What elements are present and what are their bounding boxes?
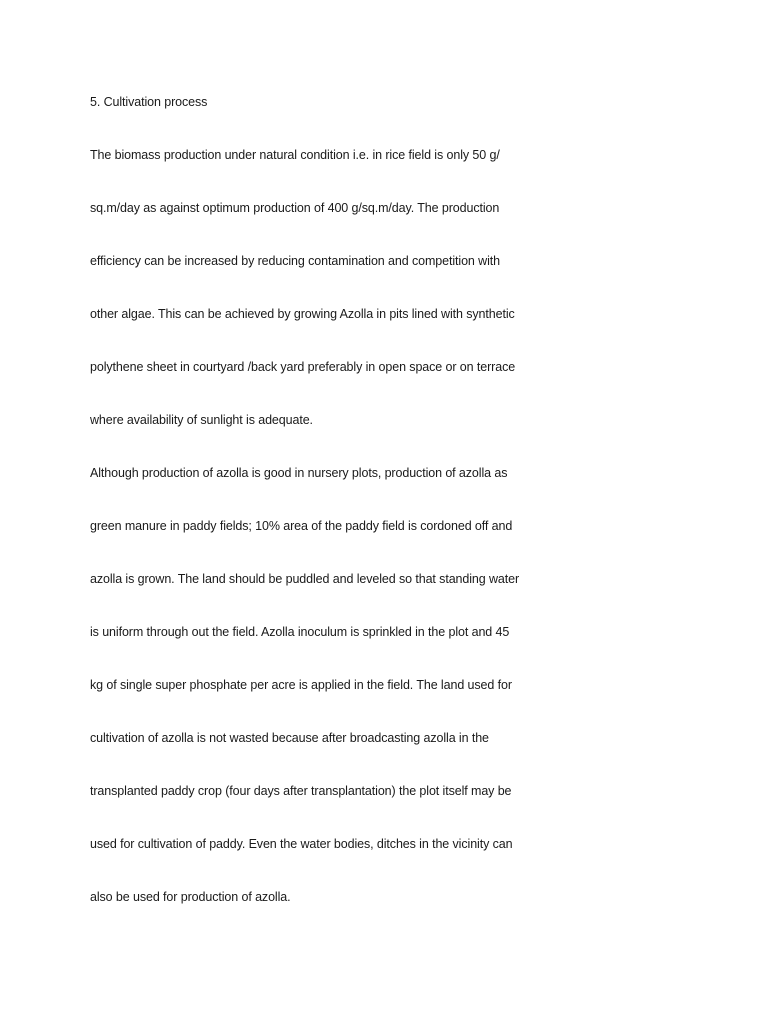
- paragraph-line: Although production of azolla is good in nursery plots, production of azolla as: [90, 466, 508, 480]
- paragraph-line: azolla is grown. The land should be puddled and leveled so that standing water: [90, 572, 520, 586]
- paragraph-line: sq.m/day as against optimum production of 400 g/sq.m/day. The production: [90, 201, 500, 215]
- paragraph-line: polythene sheet in courtyard /back yard preferably in open space or on terrace: [90, 360, 516, 374]
- paragraph-line: is uniform through out the field. Azolla inoculum is sprinkled in the plot and 45: [90, 625, 510, 639]
- paragraph-line: where availability of sunlight is adequate.: [90, 413, 313, 427]
- paragraph-line: green manure in paddy fields; 10% area of the paddy field is cordoned off and: [90, 519, 513, 533]
- paragraph-line: also be used for production of azolla.: [90, 890, 291, 904]
- paragraph-line: efficiency can be increased by reducing contamination and competition with: [90, 254, 500, 268]
- paragraph-line: The biomass production under natural condition i.e. in rice field is only 50 g/: [90, 148, 500, 162]
- paragraph-line: cultivation of azolla is not wasted because after broadcasting azolla in the: [90, 731, 489, 745]
- paragraph-line: transplanted paddy crop (four days after transplantation) the plot itself may be: [90, 784, 512, 798]
- paragraph-line: other algae. This can be achieved by growing Azolla in pits lined with synthetic: [90, 307, 515, 321]
- paragraph-line: used for cultivation of paddy. Even the water bodies, ditches in the vicinity can: [90, 837, 513, 851]
- section-heading: 5. Cultivation process: [90, 95, 208, 109]
- paragraph-line: kg of single super phosphate per acre is applied in the field. The land used for: [90, 678, 512, 692]
